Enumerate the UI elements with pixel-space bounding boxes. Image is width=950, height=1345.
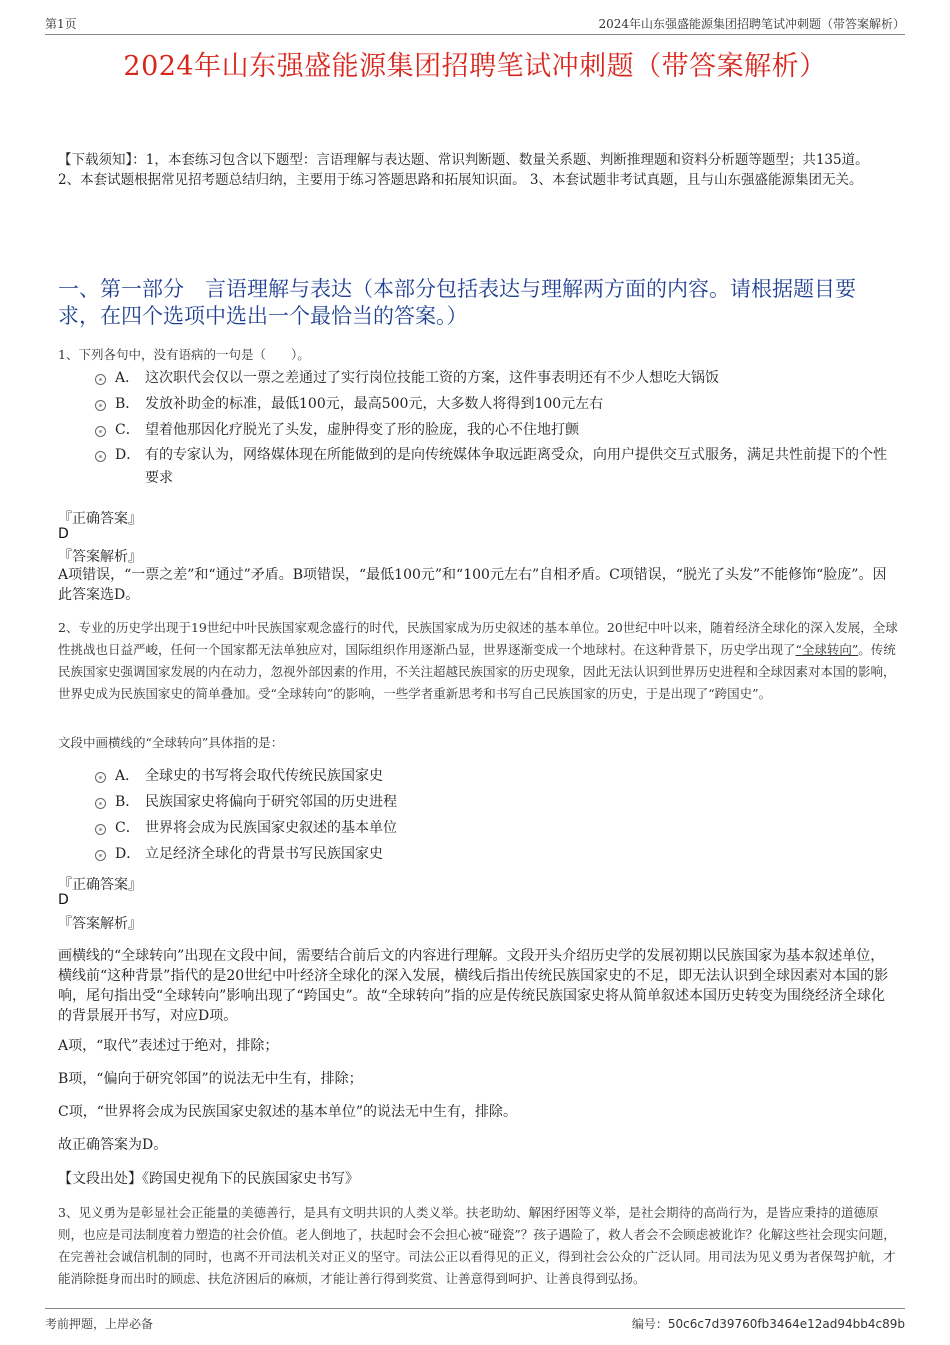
radio-icon[interactable] <box>95 426 106 437</box>
question-2-option-c[interactable] <box>95 817 890 840</box>
question-1-answer: D <box>58 526 69 542</box>
header-doc-title: 2024年山东强盛能源集团招聘笔试冲刺题（带答案解析） <box>598 17 905 31</box>
option-text: 有的专家认为，网络媒体现在所能做到的是向传统媒体争取远距离受众，向用户提供交互式服务，满足共性前提下的个性要求 <box>145 447 887 486</box>
page-footer <box>45 1308 905 1335</box>
option-label: C． <box>115 422 140 438</box>
question-1-stem: 1、下列各句中，没有语病的一句是（ ）。 <box>58 347 310 362</box>
question-1-option-a[interactable] <box>95 367 890 390</box>
option-label: D． <box>115 447 141 463</box>
option-label: D． <box>115 846 141 862</box>
question-2-source: 【文段出处】《跨国史视角下的民族国家史书写》 <box>58 1171 359 1187</box>
document-title: 2024年山东强盛能源集团招聘笔试冲刺题（带答案解析） <box>123 51 827 82</box>
option-text: 民族国家史将偏向于研究邻国的历史进程 <box>145 794 397 810</box>
question-2-analysis-b: B项，“偏向于研究邻国”的说法无中生有，排除； <box>58 1071 363 1087</box>
option-text: 全球史的书写将会取代传统民族国家史 <box>145 768 383 784</box>
section-heading: 一、第一部分 言语理解与表达（本部分包括表达与理解两方面的内容。请根据题目要求，在四个选项中选出一个最恰当的答案。） <box>58 277 856 328</box>
page-header <box>45 12 905 35</box>
question-1-answer-label: 『正确答案』 <box>58 511 142 527</box>
footer-slogan: 考前押题，上岸必备 <box>45 1317 154 1331</box>
question-3-stem: 3、见义勇为是彰显社会正能量的美德善行，是具有文明共识的人类义举。扶老助幼、解困纾困等义举，是社会期待的高尚行为，是皆应秉持的道德原则，也应是司法制度着力塑造的社会价值。老人倒地了，扶起时会不会担心被“碰瓷”？孩子遇险了，救人者会不会顾虑被讹诈？化解这些社会现实问题，在完善社会诚信机制的同时，也离不开司法机关对正义的坚守。司法公正以看得见的正义，得到社会公众的广泛认同。用司法为见义勇为者保驾护航，才能消除挺身而出时的顾虑、扶危济困后的麻烦，才能让善行得到奖赏、让善意得到呵护、让善良得到弘扬。 <box>58 1205 896 1286</box>
question-2-conclusion: 故正确答案为D。 <box>58 1137 168 1153</box>
question-1-analysis-label: 『答案解析』 <box>58 549 142 565</box>
question-1-option-b[interactable] <box>95 393 890 416</box>
option-text: 立足经济全球化的背景书写民族国家史 <box>145 846 383 862</box>
page-number: 第1页 <box>45 17 77 31</box>
option-text: 发放补助金的标准，最低100元，最高500元，大多数人将得到100元左右 <box>145 396 604 412</box>
radio-icon[interactable] <box>95 374 106 385</box>
radio-icon[interactable] <box>95 798 106 809</box>
question-2-analysis-label: 『答案解析』 <box>58 916 142 932</box>
radio-icon[interactable] <box>95 400 106 411</box>
download-notice: 【下载须知】：1，本套练习包含以下题型：言语理解与表达题、常识判断题、数量关系题、判断推理题和资料分析题等题型；共135道。 2、本套试题根据常见招考题总结归纳，主要用于练习答题思路和拓展知识面。 3、本套试题非考试真题，且与山东强盛能源集团无关。 <box>58 152 869 188</box>
question-2-option-a[interactable] <box>95 765 890 788</box>
question-2-analysis-paragraph: 画横线的“全球转向”出现在文段中间，需要结合前后文的内容进行理解。文段开头介绍历史学的发展初期以民族国家为基本叙述单位，横线前“这种背景”指代的是20世纪中叶经济全球化的深入发展，横线后指出传统民族国家史的不足，即无法认识到全球因素对本国的影响，尾句指出受“全球转向”影响出现了“跨国史”。故“全球转向”指的应是传统民族国家史将从简单叙述本国历史转变为围绕经济全球化的背景展开书写，对应D项。 <box>58 948 889 1024</box>
radio-icon[interactable] <box>95 772 106 783</box>
question-1-option-c[interactable] <box>95 419 890 442</box>
footer-code <box>632 1315 905 1332</box>
stem-part: 。传统民族国家史强调国家发展的内在动力，忽视外部因素的作用，不关注超越民族国家的历史现象，因此无法认识到世界历史进程和全球因素对本国的影响，世界史成为民族国家史的简单叠加。受“全球转向”的影响，一些学者重新思考和书写自己民族国家的历史，于是出现了“跨国史”。 <box>58 642 896 701</box>
question-1-option-d[interactable] <box>95 444 890 490</box>
question-2-option-b[interactable] <box>95 791 890 814</box>
radio-icon[interactable] <box>95 451 106 462</box>
question-2-analysis-c: C项，“世界将会成为民族国家史叙述的基本单位”的说法无中生有，排除。 <box>58 1104 518 1120</box>
underlined-phrase: “全球转向” <box>795 642 859 657</box>
option-label: B． <box>115 794 140 810</box>
question-2-answer: D <box>58 892 69 908</box>
option-label: A． <box>115 768 140 784</box>
option-text: 望着他那因化疗脱光了头发，虚肿得变了形的脸庞，我的心不住地打颤 <box>145 422 579 438</box>
question-2-option-d[interactable] <box>95 843 890 866</box>
radio-icon[interactable] <box>95 824 106 835</box>
question-2-analysis-a: A项，“取代”表述过于绝对，排除； <box>58 1038 279 1054</box>
code-value: 50c6c7d39760fb3464e12ad94bb4c89b <box>667 1317 905 1331</box>
option-text: 这次职代会仅以一票之差通过了实行岗位技能工资的方案，这件事表明还有不少人想吃大锅饭 <box>145 370 719 386</box>
option-label: C． <box>115 820 140 836</box>
code-label: 编号： <box>631 1317 668 1331</box>
option-label: B． <box>115 396 140 412</box>
question-2-stem <box>58 617 898 705</box>
stem-part: 2、专业的历史学出现于19世纪中叶民族国家观念盛行的时代，民族国家成为历史叙述的基本单位。20世纪中叶以来，随着经济全球化的深入发展，全球性挑战也日益严峻，任何一个国家都无法单独应对，国际组织作用逐渐凸显，世界逐渐变成一个地球村。在这种背景下，历史学出现了 <box>58 620 898 657</box>
option-text: 世界将会成为民族国家史叙述的基本单位 <box>145 820 397 836</box>
question-2-answer-label: 『正确答案』 <box>58 877 142 893</box>
radio-icon[interactable] <box>95 850 106 861</box>
question-2-sub-question: 文段中画横线的“全球转向”具体指的是： <box>58 735 284 750</box>
question-1-analysis: A项错误，“一票之差”和“通过”矛盾。B项错误，“最低100元”和“100元左右”自相矛盾。C项错误，“脱光了头发”不能修饰“脸庞”。因此答案选D。 <box>58 567 887 603</box>
option-label: A． <box>115 370 140 386</box>
